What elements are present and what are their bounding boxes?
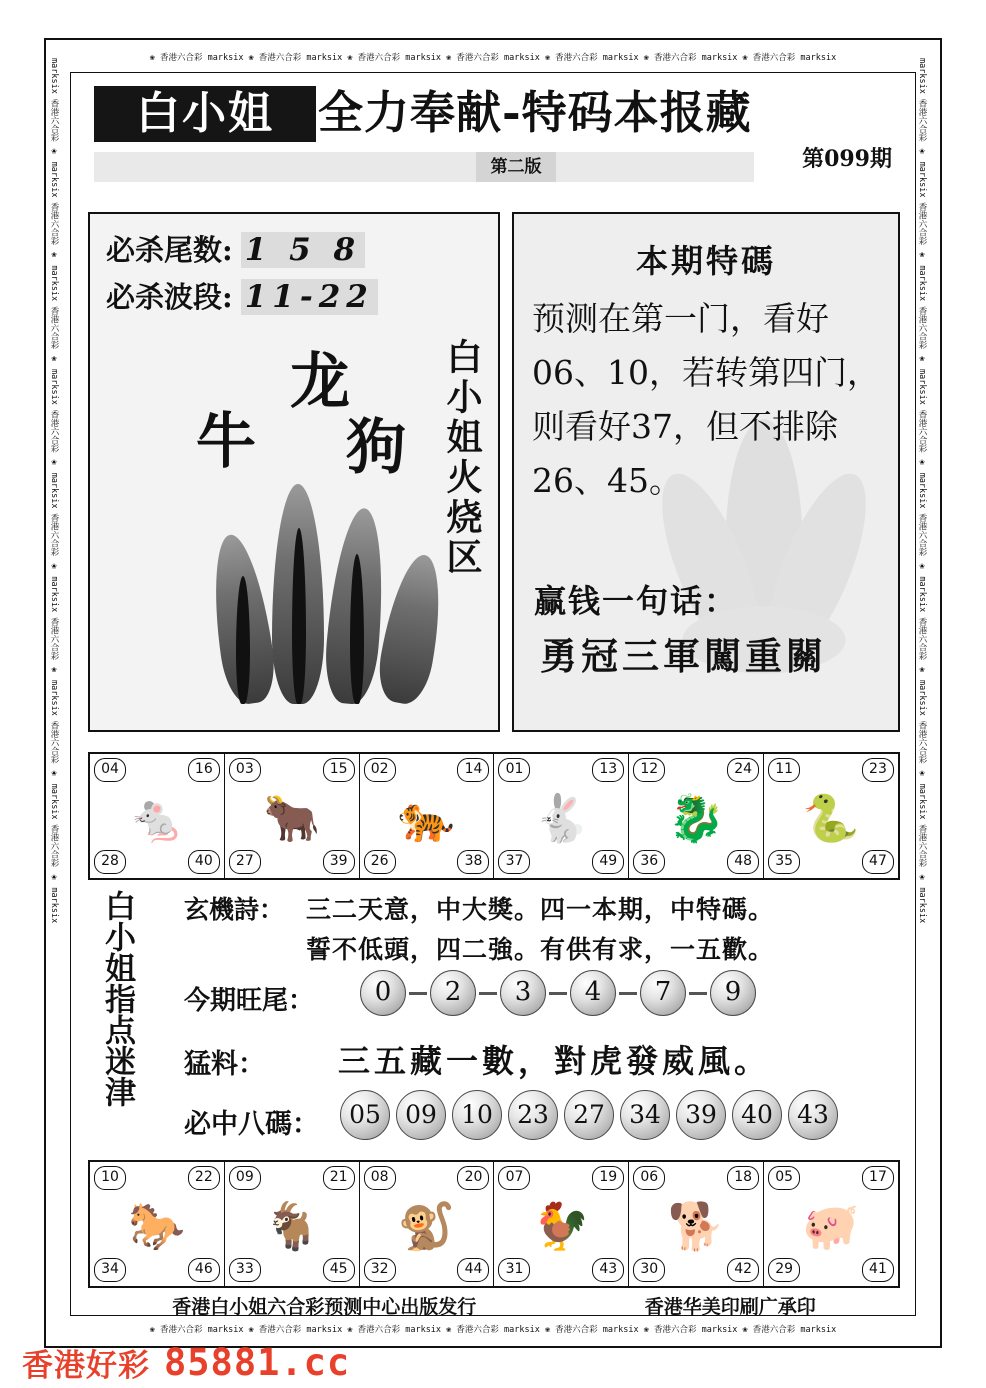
zodiac-cell[interactable] [90, 754, 225, 878]
number-bottom-right: 49 [592, 850, 624, 874]
prediction-details-block [88, 884, 900, 1156]
number-top-left: 10 [94, 1166, 126, 1190]
border-pattern-bottom: ❀ 香港六合彩 marksix ❀ 香港六合彩 marksix ❀ 香港六合彩 marksix ❀ 香港六合彩 marksix ❀ 香港六合彩 marksix ❀ 香港六合彩 marksix ❀ 香港六合彩 marksix [46, 1320, 940, 1340]
win-phrase-label: 赢钱一句话： [534, 582, 739, 620]
tail-ball: 7 [640, 970, 686, 1016]
kill-band-label: 必杀波段: [106, 280, 233, 314]
ox-icon: 🐂 [263, 790, 321, 845]
zodiac-dragon-text: 龙 [290, 347, 350, 417]
number-bottom-left: 28 [94, 850, 126, 874]
number-bottom-right: 41 [862, 1258, 894, 1282]
dash-separator [409, 992, 427, 995]
zodiac-dog-text: 狗 [346, 413, 406, 483]
number-top-left: 12 [633, 758, 665, 782]
number-bottom-left: 31 [498, 1258, 530, 1282]
tail-ball: 0 [360, 970, 406, 1016]
number-bottom-right: 39 [323, 850, 355, 874]
guide-vertical-label: 白小姐指点迷津 [99, 890, 135, 1107]
kill-numbers-panel [88, 212, 500, 732]
border-pattern-top: ❀ 香港六合彩 marksix ❀ 香港六合彩 marksix ❀ 香港六合彩 marksix ❀ 香港六合彩 marksix ❀ 香港六合彩 marksix ❀ 香港六合彩 marksix ❀ 香港六合彩 marksix [46, 48, 940, 68]
zodiac-cell[interactable] [225, 754, 360, 878]
number-ball: 05 [340, 1090, 390, 1140]
border-pattern-left-text: marksix 香港六合彩 ❀ marksix 香港六合彩 ❀ marksix 香港六合彩 ❀ marksix 香港六合彩 ❀ marksix 香港六合彩 ❀ marksix 香港六合彩 ❀ marksix 香港六合彩 ❀ marksix 香港六合彩 ❀ marksix [49, 58, 59, 924]
brand-logo: 白小姐 [94, 86, 316, 142]
tail-ball: 3 [500, 970, 546, 1016]
site-watermark-name: 香港好彩 [22, 1347, 150, 1384]
number-top-right: 24 [727, 758, 759, 782]
dash-separator [479, 992, 497, 995]
number-bottom-left: 34 [94, 1258, 126, 1282]
zodiac-cell[interactable] [629, 754, 764, 878]
number-ball: 23 [508, 1090, 558, 1140]
number-top-left: 01 [498, 758, 530, 782]
number-top-left: 05 [768, 1166, 800, 1190]
footer-printer: 香港华美印刷广承印 [644, 1295, 816, 1318]
number-bottom-left: 37 [498, 850, 530, 874]
special-number-title: 本期特碼 [635, 242, 776, 280]
poem-label: 玄機詩： [184, 895, 285, 924]
kill-tail-row [106, 228, 378, 269]
hot-tip-label: 猛料： [184, 1049, 265, 1080]
rooster-icon: 🐓 [532, 1198, 591, 1253]
kill-tail-value: 1 5 8 [241, 232, 365, 268]
border-pattern-left [48, 58, 70, 1328]
number-bottom-right: 40 [188, 850, 220, 874]
goat-icon: 🐐 [263, 1198, 321, 1253]
number-top-right: 23 [862, 758, 894, 782]
number-top-right: 19 [592, 1166, 624, 1190]
kill-band-row [106, 275, 378, 316]
number-top-right: 15 [323, 758, 355, 782]
border-pattern-right-text: marksix 香港六合彩 ❀ marksix 香港六合彩 ❀ marksix 香港六合彩 ❀ marksix 香港六合彩 ❀ marksix 香港六合彩 ❀ marksix 香港六合彩 ❀ marksix 香港六合彩 ❀ marksix 香港六合彩 ❀ marksix [917, 58, 927, 924]
zodiac-cell[interactable] [629, 1162, 764, 1286]
kill-numbers-block [106, 228, 378, 322]
pig-icon: 🐖 [802, 1198, 860, 1253]
number-ball: 09 [396, 1090, 446, 1140]
snake-icon: 🐍 [802, 790, 860, 845]
hot-tails-row [360, 970, 756, 1016]
horse-icon: 🐎 [128, 1198, 186, 1253]
number-bottom-left: 36 [633, 850, 665, 874]
zodiac-cell[interactable] [764, 754, 898, 878]
eight-numbers-row [340, 1090, 838, 1140]
number-top-left: 08 [364, 1166, 396, 1190]
number-top-right: 17 [862, 1166, 894, 1190]
number-bottom-right: 42 [727, 1258, 759, 1282]
border-pattern-right [916, 58, 938, 1328]
rabbit-icon: 🐇 [532, 790, 591, 845]
number-ball: 43 [788, 1090, 838, 1140]
number-bottom-right: 46 [188, 1258, 220, 1282]
number-ball: 10 [452, 1090, 502, 1140]
tiger-icon: 🐅 [397, 790, 456, 845]
page-footer [88, 1292, 900, 1318]
dash-separator [619, 992, 637, 995]
fire-zone-vertical-label: 白小姐火烧区 [441, 338, 483, 578]
footer-publisher: 香港白小姐六合彩预测中心出版发行 [172, 1295, 477, 1318]
number-bottom-right: 48 [727, 850, 759, 874]
number-bottom-left: 30 [633, 1258, 665, 1282]
poem-line-1: 三二天意，中大獎。四一本期，中特碼。 [306, 895, 775, 924]
special-number-panel [512, 212, 900, 732]
zodiac-cell[interactable] [494, 754, 629, 878]
edition-label: 第二版 [476, 152, 556, 182]
number-bottom-right: 44 [457, 1258, 489, 1282]
number-top-right: 20 [457, 1166, 489, 1190]
number-ball: 34 [620, 1090, 670, 1140]
dog-icon: 🐕 [667, 1198, 725, 1253]
tail-ball: 2 [430, 970, 476, 1016]
number-ball: 39 [676, 1090, 726, 1140]
zodiac-cell[interactable] [360, 754, 495, 878]
number-top-right: 14 [457, 758, 489, 782]
number-bottom-right: 47 [862, 850, 894, 874]
hot-tails-label: 今期旺尾： [184, 986, 315, 1016]
zodiac-strip-top [88, 752, 900, 880]
issue-number: 第099期 [802, 146, 892, 172]
kill-band-value: 11-22 [241, 279, 378, 315]
number-bottom-left: 29 [768, 1258, 800, 1282]
flame-graphic [210, 454, 450, 704]
number-bottom-right: 38 [457, 850, 489, 874]
number-top-right: 22 [188, 1166, 220, 1190]
zodiac-ox-text: 牛 [196, 407, 256, 477]
page-header [78, 80, 908, 198]
number-top-left: 09 [229, 1166, 261, 1190]
number-ball: 27 [564, 1090, 614, 1140]
zodiac-cell[interactable] [225, 1162, 360, 1286]
number-bottom-left: 26 [364, 850, 396, 874]
number-top-left: 02 [364, 758, 396, 782]
number-ball: 40 [732, 1090, 782, 1140]
zodiac-cell[interactable] [360, 1162, 495, 1286]
dash-separator [549, 992, 567, 995]
page-title: 全力奉献-特码本报藏 [318, 86, 752, 139]
monkey-icon: 🐒 [397, 1198, 456, 1253]
zodiac-cell[interactable] [494, 1162, 629, 1286]
number-top-left: 11 [768, 758, 800, 782]
number-top-right: 16 [188, 758, 220, 782]
poem-line-2: 誓不低頭，四二強。有供有求，一五歡。 [306, 935, 775, 964]
tail-ball: 4 [570, 970, 616, 1016]
zodiac-cell[interactable] [764, 1162, 898, 1286]
site-watermark [22, 1340, 622, 1384]
number-bottom-left: 32 [364, 1258, 396, 1282]
rat-icon: 🐁 [128, 790, 186, 845]
number-bottom-right: 43 [592, 1258, 624, 1282]
zodiac-cell[interactable] [90, 1162, 225, 1286]
special-number-body: 预测在第一门，看好06、10，若转第四门，则看好37，但不排除26、45。 [532, 299, 880, 500]
number-top-left: 03 [229, 758, 261, 782]
win-phrase-text: 勇冠三軍闖重關 [540, 634, 827, 678]
number-top-right: 18 [727, 1166, 759, 1190]
eight-numbers-label: 必中八碼： [184, 1109, 319, 1140]
number-top-right: 13 [592, 758, 624, 782]
site-watermark-url: 85881.cc [164, 1340, 351, 1384]
number-top-left: 06 [633, 1166, 665, 1190]
number-top-right: 21 [323, 1166, 355, 1190]
number-top-left: 04 [94, 758, 126, 782]
number-bottom-left: 35 [768, 850, 800, 874]
tail-ball: 9 [710, 970, 756, 1016]
kill-tail-label: 必杀尾数: [106, 233, 233, 267]
dash-separator [689, 992, 707, 995]
number-top-left: 07 [498, 1166, 530, 1190]
header-subbar [94, 152, 754, 182]
number-bottom-left: 33 [229, 1258, 261, 1282]
zodiac-strip-bottom [88, 1160, 900, 1288]
number-bottom-right: 45 [323, 1258, 355, 1282]
number-bottom-left: 27 [229, 850, 261, 874]
dragon-icon: 🐉 [667, 790, 725, 845]
hot-tip-text: 三五藏一數，對虎發威風。 [338, 1042, 771, 1080]
